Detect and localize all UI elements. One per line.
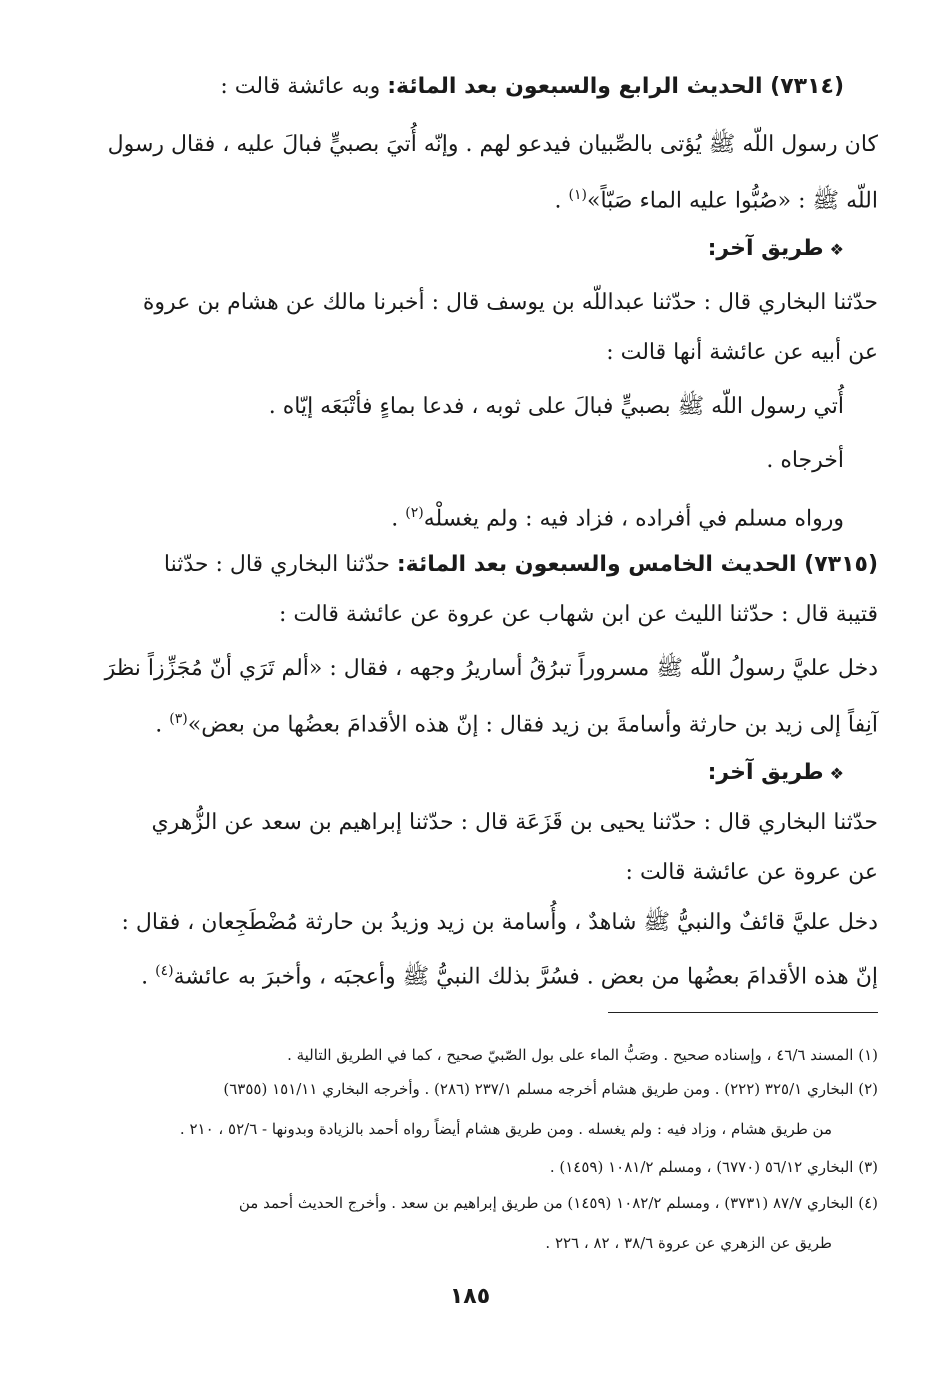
- hadith-7315-isnad-line-2: قتيبة قال : حدّثنا الليث عن ابن شهاب عن عروة عن عائشة قالت :: [278, 602, 878, 627]
- footnote-ref-2: (٢): [405, 505, 424, 521]
- diamond-bullet-icon: ❖: [829, 764, 844, 783]
- footnote-divider: [608, 1012, 878, 1013]
- footnote-2-line-1: (٢) البخاري ٣٢٥/١ (٢٢٢) . ومن طريق هشام أخرجه مسلم ٢٣٧/١ (٢٨٦) . وأخرجه البخاري ١٥١/١١ (٦٣٥٥): [223, 1080, 878, 1098]
- tariq-2-isnad-line-1: حدّثنا البخاري قال : حدّثنا يحيى بن قَزَعَة قال : حدّثنا إبراهيم بن سعد عن الزُّهري: [151, 810, 878, 835]
- footnote-2-line-2: من طريق هشام ، وزاد فيه : ولم يغسله . ومن طريق هشام أيضاً رواه أحمد بالزيادة وبدونها - ٥٢/٦ ، ٢١٠ .: [179, 1120, 832, 1138]
- hadith-7315-isnad-start: حدّثنا البخاري قال : حدّثنا: [163, 552, 397, 577]
- muslim-addition-line: ورواه مسلم في أفراده ، فزاد فيه : ولم يغسلْه$^{(٢)}$ .: [391, 505, 844, 532]
- footnote-ref-1: (١): [568, 187, 587, 203]
- footnote-3: (٣) البخاري ٥٦/١٢ (٦٧٧٠) ، ومسلم ١٠٨١/٢ (١٤٥٩) .: [549, 1158, 878, 1176]
- tariq-heading-1: ❖طريق آخر:: [707, 236, 844, 261]
- tariq-1-isnad-line-2: عن أبيه عن عائشة أنها قالت :: [606, 340, 878, 365]
- hadith-7315-heading: [60, 548, 878, 582]
- tariq-1-isnad-line-1: حدّثنا البخاري قال : حدّثنا عبداللّه بن يوسف قال : أخبرنا مالك عن هشام بن عروة: [142, 290, 878, 315]
- tariq-2-isnad-line-2: عن عروة عن عائشة قالت :: [625, 860, 878, 885]
- akhrajahu-line: أخرجاه .: [766, 448, 844, 473]
- footnote-4-line-1: (٤) البخاري ٨٧/٧ (٣٧٣١) ، ومسلم ١٠٨٢/٢ (١٤٥٩) من طريق إبراهيم بن سعد . وأخرج الحديث أحمد من: [238, 1194, 878, 1212]
- hadith-7314-title: (٧٣١٤) الحديث الرابع والسبعون بعد المائة:: [387, 74, 844, 99]
- tariq-2-text-line-1: دخل عليَّ قائفٌ والنبيُّ ﷺ شاهدٌ ، وأُسامة بن زيد وزيدُ بن حارثة مُضْطَجِعان ، فقال :: [121, 910, 878, 935]
- diamond-bullet-icon: ❖: [829, 240, 844, 259]
- footnote-4-line-2: طريق عن الزهري عن عروة ٣٨/٦ ، ٨٢ ، ٢٢٦ .: [545, 1234, 832, 1252]
- hadith-7314-text-line-2: اللّه ﷺ : «صُبُّوا عليه الماء صَبّاً»$^{(١)}$ .: [554, 187, 878, 214]
- page-number: ١٨٥: [449, 1284, 491, 1309]
- hadith-7315-title: (٧٣١٥) الحديث الخامس والسبعون بعد المائة:: [396, 552, 878, 577]
- hadith-7314-text-line-1: كان رسول اللّه ﷺ يُؤتى بالصِّبيان فيدعو لهم . وإنّه أُتيَ بصبيٍّ فبالَ عليه ، فقال رسول: [107, 132, 878, 157]
- hadith-7314-isnad: وبه عائشة قالت :: [220, 74, 388, 99]
- hadith-7314-heading: [60, 70, 844, 104]
- hadith-7315-text-line-2: آنِفاً إلى زيد بن حارثة وأسامةَ بن زيد فقال : إنّ هذه الأقدامَ بعضُها من بعض»$^{(٣)}$ .: [155, 711, 878, 738]
- tariq-heading-2: ❖طريق آخر:: [707, 760, 844, 785]
- tariq-1-text: أُتي رسول اللّه ﷺ بصبيٍّ فبالَ على ثوبه ، فدعا بماءٍ فأتْبَعَه إيّاه .: [268, 394, 844, 419]
- footnote-ref-4: (٤): [155, 963, 174, 979]
- footnote-ref-3: (٣): [169, 711, 188, 727]
- footnote-1: (١) المسند ٤٦/٦ ، وإسناده صحيح . وصَبُّ الماء على بول الصّبيّ صحيح ، كما في الطريق التالية .: [287, 1046, 878, 1064]
- tariq-2-text-line-2: إنّ هذه الأقدامَ بعضُها من بعض . فسُرَّ بذلك النبيُّ ﷺ وأعجبَه ، وأخبرَ به عائشة$^{(٤)}$ .: [141, 963, 878, 990]
- hadith-7315-text-line-1: دخل عليَّ رسولُ اللّه ﷺ مسروراً تبرُقُ أساريرُ وجهه ، فقال : «ألم تَرَي أنّ مُجَزِّزاً نظرَ: [104, 656, 878, 681]
